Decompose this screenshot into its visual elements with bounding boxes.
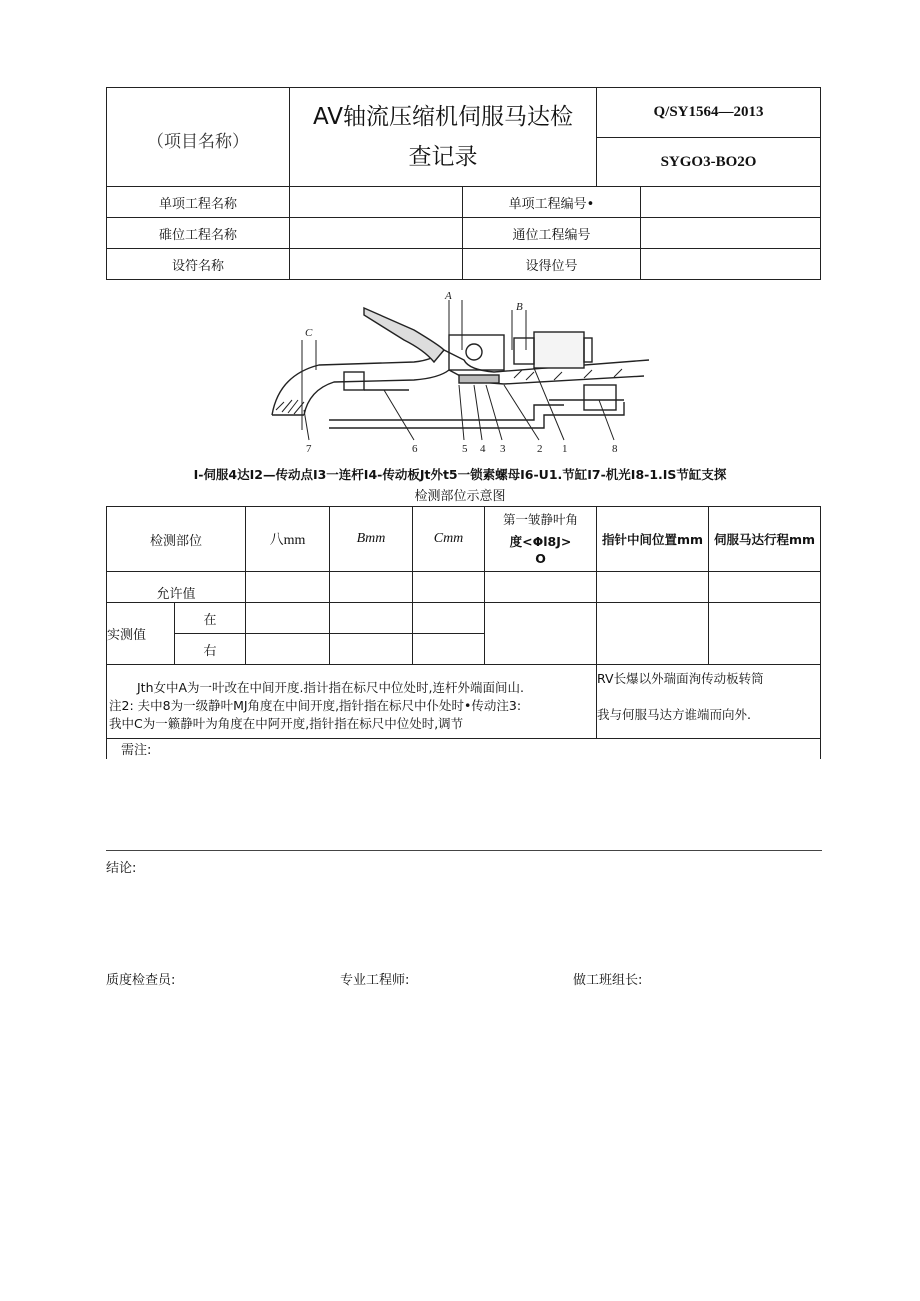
measured-label: 实测值 [107,603,175,665]
notes-left [107,665,597,739]
note-line: Jth女中A为一叶改在中间开度.指计指在标尺中位处时,连杆外端面间山. [137,680,524,695]
remark-label[interactable]: 需注: [107,739,821,759]
form-title-line2: 查记录 [408,144,478,170]
header-pointer: 指针中间位置mm [597,507,709,572]
info-label: 设得位号 [463,249,641,280]
form-no: SYGO3-BO2O [597,138,821,187]
engineer-label: 专业工程师: [340,973,410,988]
allowed-angle-field[interactable] [485,572,597,603]
dimension-label-c: C [305,327,313,339]
header-part: 检测部位 [107,507,246,572]
info-label: 设符名称 [107,249,290,280]
info-label: 单项工程名称 [107,187,290,218]
allowed-pointer-field[interactable] [597,572,709,603]
servo-motor-body [534,332,584,368]
note-line: 我中C为一籁静叶为角度在中阿开度,指针指在标尺中位处时,调节 [109,716,464,731]
note-line: RV长爆以外瑞面洵传动板转筒 [597,671,764,686]
dimension-label-b: B [516,301,523,313]
info-row [107,249,821,280]
measured-left-b-field[interactable] [330,603,413,634]
header-angle-line3: O [535,551,546,566]
project-name: （项目名称） [147,131,249,151]
measured-right-b-field[interactable] [330,634,413,665]
measured-right-label: 右 [175,634,246,665]
base-frame [329,402,624,428]
info-row [107,187,821,218]
info-label: 单项工程编号• [463,187,641,218]
diagram-caption: 检测部位示意图 [414,489,506,504]
notes-row [107,665,821,739]
info-value-field[interactable] [641,187,821,218]
conclusion-label: 结论: [106,861,137,876]
header-table [106,87,821,280]
drive-point [466,344,482,360]
title-cell [290,88,597,187]
diagram-legend: I-伺服4达I2—传动点I3一连杆I4-传动板Jt外t5一锁素螺母I6-U1.节缸I7-机光I8-1.IS节缸支探 [193,467,727,482]
info-value-field[interactable] [290,187,463,218]
project-name-cell [107,88,290,187]
measured-left-row [107,603,821,634]
part-number: 1 [562,443,568,455]
lever-arm [364,308,444,362]
section-divider [106,850,822,851]
drive-plate [449,335,504,370]
note-line: 注2: 夫中8为一级静叶MJ角度在中间开度,指针指在标尺中仆处时•传动注3: [109,698,522,713]
foreman-label: 做工班组长: [573,973,643,988]
allowed-row [107,572,821,603]
header-angle-line1: 第一皱静叶角 [503,512,579,527]
info-row [107,218,821,249]
measured-left-c-field[interactable] [413,603,485,634]
measurement-table [106,506,821,759]
notes-right [597,665,821,739]
measured-stroke-field[interactable] [709,603,821,665]
part-number: 6 [412,443,418,455]
note-line: 我与何服马达方谁端而向外. [597,707,751,722]
info-label: 碓位工程名称 [107,218,290,249]
dimension-label-a: A [445,290,452,302]
measured-left-label: 在 [175,603,246,634]
allowed-b-field[interactable] [330,572,413,603]
part-number: 5 [462,443,468,455]
allowed-stroke-field[interactable] [709,572,821,603]
allowed-a-field[interactable] [246,572,330,603]
header-angle-line2: 度<Φl8J> [509,534,572,549]
remark-row [107,739,821,759]
info-value-field[interactable] [641,218,821,249]
info-value-field[interactable] [641,249,821,280]
header-b-mm: Bmm [330,507,413,572]
inspector-label: 质度检查员: [106,973,176,988]
info-value-field[interactable] [290,249,463,280]
allowed-label: 允许值 [107,572,246,603]
part-number: 7 [306,443,312,455]
measured-angle-field[interactable] [485,603,597,665]
measured-right-c-field[interactable] [413,634,485,665]
measured-right-a-field[interactable] [246,634,330,665]
servo-motor-diagram [264,290,664,460]
allowed-c-field[interactable] [413,572,485,603]
standard-no: Q/SY1564—2013 [597,88,821,138]
header-a-mm: 八mm [246,507,330,572]
part-number: 2 [537,443,543,455]
header-blade-angle [485,507,597,572]
part-number: 4 [480,443,486,455]
form-title-line1: AV轴流压缩机伺服马达检 [313,104,573,130]
measured-left-a-field[interactable] [246,603,330,634]
part-number: 8 [612,443,618,455]
info-value-field[interactable] [290,218,463,249]
measured-pointer-field[interactable] [597,603,709,665]
header-stroke: 伺服马达行程mm [709,507,821,572]
info-label: 通位工程编号 [463,218,641,249]
part-number: 3 [500,443,506,455]
header-c-mm: Cmm [413,507,485,572]
